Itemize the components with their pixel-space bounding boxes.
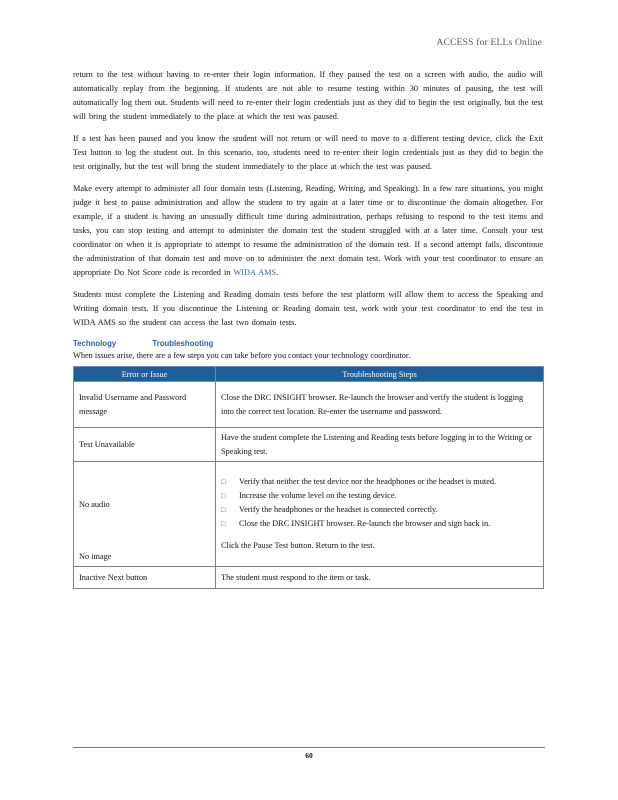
issue-label-no-image: No image [79,552,112,561]
list-item-text: Verify the headphones or the headset is connected correctly. [239,505,438,514]
issue-cell: Inactive Next button [74,567,216,589]
list-item-text: Close the DRC INSIGHT browser. Re-launch the browser and sign back in. [239,519,491,528]
paragraph-domain-order: Students must complete the Listening and Reading domain tests before the test platform will allow them to access the Speaking and Writing domain tests. If you discontinue the Listening or Reading domain test, work with your test coordinator to end the test in WIDA AMS so the student can access the last two domain tests. [73,290,543,327]
issue-cell: Invalid Username and Password message [74,382,216,428]
square-bullet-icon: □ [221,492,226,500]
paragraph-pause-resume: return to the test without having to re-enter their login information. If they paused the test on a screen with audio, the audio will automatically replay from the beginning. If students are not able to resume testing within 30 minutes of pausing, the test will automatically log them out. Students will need to re-enter their login credentials just as they did to begin the test originally, but the test will bring the student immediately to the place at which the test was paused. [73,70,543,121]
table-row [74,382,544,428]
issue-cell [74,462,216,567]
list-item [221,489,538,503]
table-header-row [74,367,544,382]
header-troubleshooting-steps: Troubleshooting Steps [216,367,544,382]
troubleshooting-table [73,366,544,589]
paragraph-discontinue-text: Make every attempt to administer all four domain tests (Listening, Reading, Writing, and Speaking). In a few rare situations, you might judge it best to pause administration and allow the student to try again at a later time or to discontinue the domain altogether. For example, if a student is having an unusually difficult time during administration, perhaps refusing to respond to the test items and tasks, you can stop testing and attempt to administer the domain test the student struggled with at a later time. Consult your test coordinator on when it is appropriate to attempt to resume the administration of the domain test. If a second attempt fails, discontinue the administration of that domain test and move on to administer the next domain test. Work with your test coordinator to ensure an appropriate Do Not Score code is recorded in [73,184,543,277]
steps-list [221,475,538,531]
paragraph-discontinue [73,182,543,280]
list-item [221,517,538,531]
steps-cell: The student must respond to the item or task. [216,567,544,589]
steps-cell: Close the DRC INSIGHT browser. Re-launch the browser and verify the student is logging into the correct test location. Re-enter the username and password. [216,382,544,428]
section-heading: Technology Troubleshooting [73,339,214,348]
square-bullet-icon: □ [221,520,226,528]
table-row [74,462,544,567]
table-row [74,567,544,589]
steps-cell-no-image: Click the Pause Test button. Return to the test. [221,541,375,550]
footer-divider [73,747,545,748]
table-row [74,428,544,462]
list-item-text: Verify that neither the test device nor the headphones or the headset is muted. [239,477,497,486]
issue-label-no-audio: No audio [79,500,110,509]
page-content [73,68,543,589]
header-error-issue: Error or Issue [74,367,216,382]
wida-ams-link[interactable]: WIDA AMS [233,268,277,277]
paragraph-exit-test: If a test has been paused and you know the student will not return or will need to move to a different testing device, click the Exit Test button to log the student out. In this scenario, too, students need to re-enter their login credentials just as they did to begin the test originally, but the test will bring the student immediately to the place at which the test was paused. [73,134,543,171]
section-intro: When issues arise, there are a few steps you can take before you contact your technology coordinator. [73,351,411,360]
list-item-text: Increase the volume level on the testing device. [239,491,397,500]
list-item [221,475,538,489]
square-bullet-icon: □ [221,478,226,486]
paragraph-discontinue-end: . [276,268,279,277]
page-number: 60 [305,751,313,760]
square-bullet-icon: □ [221,506,226,514]
list-item [221,503,538,517]
steps-cell: Have the student complete the Listening and Reading tests before logging in to the Writing or Speaking test. [216,428,544,462]
running-header: ACCESS for ELLs Online [436,38,542,48]
issue-cell: Test Unavailable [74,428,216,462]
steps-cell [216,462,544,567]
